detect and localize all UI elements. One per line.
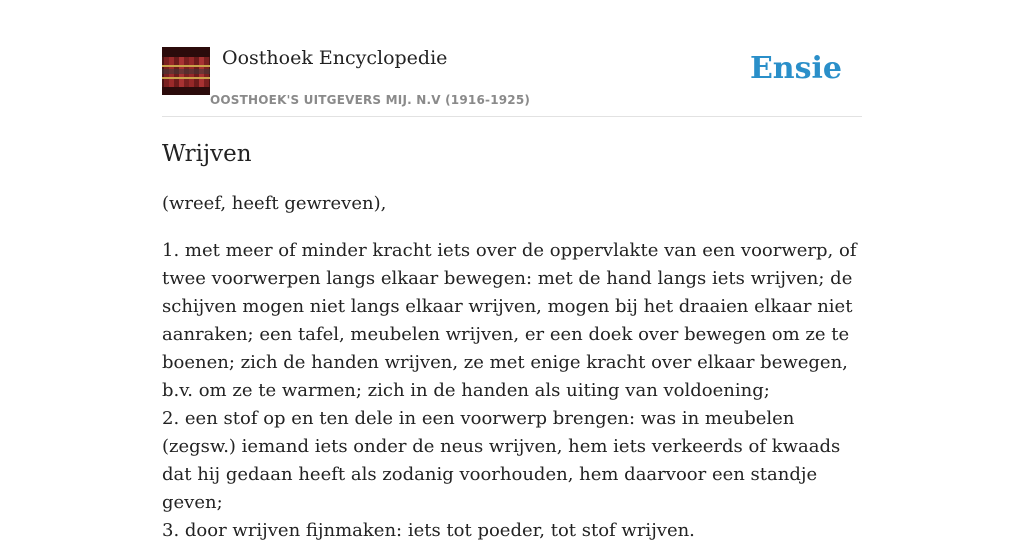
definition-item: 1. met meer of minder kracht iets over de oppervlakte van een voorwerp, of twee voorwerpen langs elkaar bewegen: met de hand langs iets wrijven; de schijven mogen niet langs elkaar wrijven, mogen bij het draaien elkaar niet aanraken; een tafel, meubelen wrijven, er een doek over bewegen om ze te boenen; zich de handen wrijven, ze met enige kracht over elkaar bewegen, b.v. om ze te warmen; zich in de handen als uiting van voldoening; [162, 240, 857, 401]
site-name[interactable]: Oosthoek Encyclopedie [222, 47, 448, 69]
bookshelf-icon[interactable] [162, 47, 210, 95]
publisher-label: OOSTHOEK'S UITGEVERS MIJ. N.V (1916-1925) [210, 93, 531, 107]
entry-grammar: (wreef, heeft gewreven), [162, 193, 387, 214]
definition-item: 3. door wrijven fijnmaken: iets tot poeder, tot stof wrijven. [162, 520, 695, 541]
entry-title: Wrijven [162, 141, 252, 167]
definition-item: 2. een stof op en ten dele in een voorwerp brengen: was in meubelen (zegsw.) iemand iets onder de neus wrijven, hem iets verkeerds of kwaads dat hij gedaan heeft als zodanig voorhouden, hem daarvoor een standje geven; [162, 408, 841, 513]
entry-content [162, 138, 862, 545]
ensie-logo-link[interactable]: Ensie [749, 51, 842, 86]
entry-definitions [162, 237, 862, 545]
site-header [162, 46, 862, 117]
